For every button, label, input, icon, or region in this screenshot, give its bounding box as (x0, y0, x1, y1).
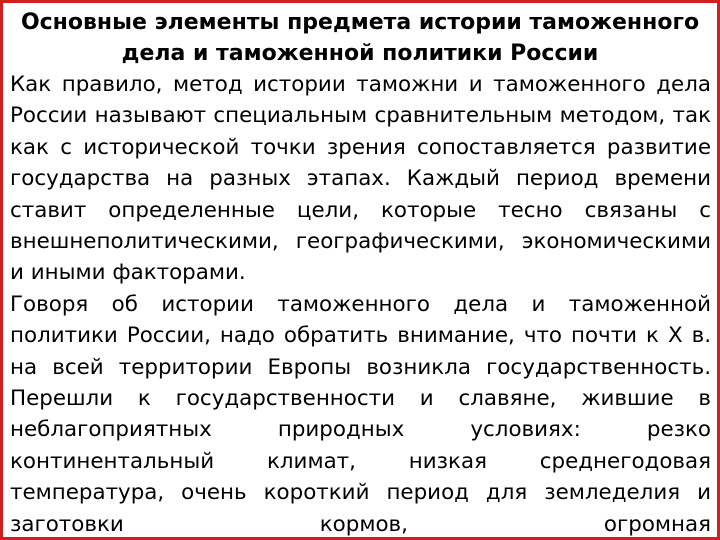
paragraph-history: Говоря об истории таможенного дела и таможенной политики России, надо обратить внимание, что почти к X в. на всей территории Европы возникла государственность. Перешли к государственности и славяне, жившие в неблагоприятных природных условиях: резко континентальный климат, низкая среднегодовая температура, очень короткий период для земледелия и заготовки кормов, огромная (10, 291, 711, 537)
paragraph-method: Как правило, метод истории таможни и таможенного дела России называют специальным сравнительным методом, так как с исторической точки зрения сопоставляется развитие государства на разных этапах. Каждый период времени ставит определенные цели, которые тесно связаны с внешнеполитическими, географическими, экономическими и иными факторами. (10, 72, 711, 286)
slide-title: Основные элементы предмета истории таможенного дела и таможенной политики России (20, 10, 700, 66)
